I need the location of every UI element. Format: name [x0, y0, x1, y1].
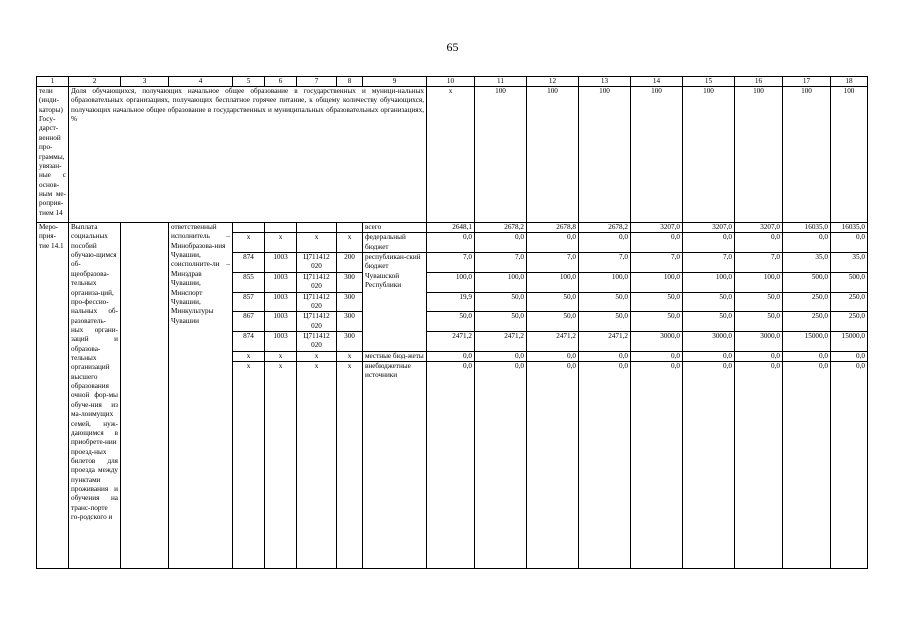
column-number: 11 [475, 77, 527, 87]
budget-code-cell: x [297, 362, 337, 569]
column-number: 4 [169, 77, 233, 87]
indicator-value: 100 [683, 87, 735, 223]
funding-value: 0,0 [735, 362, 783, 569]
column-number: 9 [363, 77, 427, 87]
budget-code-cell: 857 [233, 292, 265, 312]
funding-value: 0,0 [427, 351, 475, 361]
funding-value: 7,0 [683, 253, 735, 273]
budget-code-cell [233, 223, 265, 233]
funding-value: 100,0 [475, 272, 527, 292]
funding-value: 0,0 [427, 233, 475, 253]
funding-source: местные бюд-жеты [363, 351, 427, 361]
budget-code-cell [337, 223, 363, 233]
funding-row [37, 223, 868, 233]
funding-value: 2678,8 [527, 223, 579, 233]
budget-code-cell: 300 [337, 292, 363, 312]
funding-value: 3000,0 [683, 331, 735, 351]
budget-code-cell: 300 [337, 331, 363, 351]
column-number-row [37, 77, 868, 87]
funding-value: 100,0 [427, 272, 475, 292]
indicator-value: 100 [631, 87, 683, 223]
budget-code-cell: x [297, 233, 337, 253]
funding-value: 0,0 [475, 351, 527, 361]
funding-value: 35,0 [831, 253, 868, 273]
funding-value: 3000,0 [631, 331, 683, 351]
funding-value: 0,0 [631, 233, 683, 253]
funding-value: 100,0 [631, 272, 683, 292]
budget-code-cell: 1003 [265, 292, 297, 312]
column-number: 8 [337, 77, 363, 87]
funding-value: 2678,2 [475, 223, 527, 233]
funding-value: 0,0 [783, 233, 831, 253]
measure-name: Меро-прия-тие 14.1 [37, 223, 69, 569]
column-number: 10 [427, 77, 475, 87]
budget-code-cell: Ц711412 020 [297, 312, 337, 332]
budget-code-cell: 300 [337, 272, 363, 292]
funding-value: 0,0 [631, 362, 683, 569]
funding-value: 2648,1 [427, 223, 475, 233]
funding-value: 0,0 [527, 362, 579, 569]
column-number: 16 [735, 77, 783, 87]
column-number: 15 [683, 77, 735, 87]
column-number: 5 [233, 77, 265, 87]
funding-source: федеральный бюджет [363, 233, 427, 253]
funding-value: 0,0 [683, 351, 735, 361]
budget-code-cell: 1003 [265, 272, 297, 292]
budget-code-cell [297, 223, 337, 233]
funding-value: 3207,0 [683, 223, 735, 233]
indicator-value: 100 [527, 87, 579, 223]
funding-value: 0,0 [527, 351, 579, 361]
funding-value: 0,0 [683, 362, 735, 569]
funding-value: 0,0 [831, 362, 868, 569]
funding-value: 100,0 [735, 272, 783, 292]
empty-cell [121, 223, 169, 569]
funding-value: 250,0 [831, 312, 868, 332]
funding-value: 2471,2 [527, 331, 579, 351]
funding-source: всего [363, 223, 427, 233]
funding-value: 19,9 [427, 292, 475, 312]
funding-value: 15000,0 [783, 331, 831, 351]
budget-code-cell: x [337, 362, 363, 569]
funding-value: 0,0 [475, 362, 527, 569]
funding-value: 7,0 [735, 253, 783, 273]
indicator-row [37, 87, 868, 223]
budget-code-cell: Ц711412 020 [297, 292, 337, 312]
funding-value: 0,0 [831, 351, 868, 361]
budget-code-cell: x [337, 233, 363, 253]
budget-code-cell: x [265, 351, 297, 361]
budget-code-cell: x [265, 233, 297, 253]
budget-code-cell: Ц711412 020 [297, 253, 337, 273]
funding-value: 250,0 [831, 292, 868, 312]
funding-value: 50,0 [527, 312, 579, 332]
budget-code-cell: 1003 [265, 331, 297, 351]
indicator-label: тели (инди-каторы) Госу-дарст-венной про-граммы, увязан-ные с основ-ным ме-роприя-тием 14 [37, 87, 69, 223]
funding-value: 7,0 [527, 253, 579, 273]
funding-value: 3000,0 [735, 331, 783, 351]
budget-code-cell: x [233, 351, 265, 361]
funding-value: 50,0 [527, 292, 579, 312]
funding-value: 16035,0 [831, 223, 868, 233]
funding-value: 50,0 [735, 292, 783, 312]
indicator-text: Доля обучающихся, получающих начальное общее образование в государственных и муници-нальных образовательных организациях, получающих бесплатное горячее питание, к общему количеству обучающихся, получающих начальное общее образование в государственных и муниципальных образовательных организациях, % [69, 87, 427, 223]
measure-executor: ответственный исполнитель – Минобразова-ния Чувашии, соисполните-ли – Минздрав Чувашии, Минспорт Чувашии, Минкультуры Чувашии [169, 223, 233, 569]
column-number: 13 [579, 77, 631, 87]
indicator-value: 100 [831, 87, 868, 223]
budget-code-cell: Ц711412 020 [297, 272, 337, 292]
column-number: 3 [121, 77, 169, 87]
funding-value: 7,0 [631, 253, 683, 273]
funding-value: 7,0 [475, 253, 527, 273]
budget-code-cell: 855 [233, 272, 265, 292]
funding-value: 100,0 [527, 272, 579, 292]
funding-value: 50,0 [579, 312, 631, 332]
indicator-value: 100 [735, 87, 783, 223]
funding-source: республикан-ский бюджет Чувашской Республики [363, 253, 427, 352]
indicator-value: 100 [783, 87, 831, 223]
funding-value: 0,0 [735, 351, 783, 361]
funding-value: 50,0 [631, 312, 683, 332]
column-number: 17 [783, 77, 831, 87]
funding-value: 0,0 [783, 351, 831, 361]
measure-description: Выплата социальных пособий обучаю-щимся об-щеобразова-тельных организа-ций, про-фессио-нальных об-разователь-ных органи-заций и образова-тельных организаций высшего образования очной фор-мы обуче-ния из ма-лоимущих семей, нуж-дающимся в приобрете-нии проезд-ных билетов для проезда между пунктами проживания и обучения на транс-порте го-родского и [69, 223, 121, 569]
funding-value: 3207,0 [735, 223, 783, 233]
funding-value: 3207,0 [631, 223, 683, 233]
indicator-value: 100 [579, 87, 631, 223]
funding-value: 50,0 [427, 312, 475, 332]
column-number: 6 [265, 77, 297, 87]
budget-code-cell: 200 [337, 253, 363, 273]
funding-value: 50,0 [683, 312, 735, 332]
column-number: 1 [37, 77, 69, 87]
funding-value: 50,0 [475, 312, 527, 332]
indicator-value: x [427, 87, 475, 223]
funding-value: 50,0 [631, 292, 683, 312]
funding-value: 250,0 [783, 312, 831, 332]
funding-value: 0,0 [831, 233, 868, 253]
funding-value: 7,0 [579, 253, 631, 273]
budget-code-cell: 874 [233, 253, 265, 273]
funding-value: 16035,0 [783, 223, 831, 233]
funding-value: 2471,2 [475, 331, 527, 351]
funding-value: 2678,2 [579, 223, 631, 233]
funding-value: 7,0 [427, 253, 475, 273]
budget-code-cell: 300 [337, 312, 363, 332]
funding-value: 2471,2 [427, 331, 475, 351]
funding-value: 250,0 [783, 292, 831, 312]
funding-value: 50,0 [683, 292, 735, 312]
column-number: 12 [527, 77, 579, 87]
funding-source: внебюджетные источники [363, 362, 427, 569]
budget-code-cell [265, 223, 297, 233]
funding-value: 0,0 [475, 233, 527, 253]
funding-value: 0,0 [631, 351, 683, 361]
funding-value: 50,0 [579, 292, 631, 312]
page-number: 65 [446, 40, 459, 54]
budget-code-cell: x [233, 233, 265, 253]
budget-code-cell: Ц711412 020 [297, 331, 337, 351]
budget-code-cell: x [265, 362, 297, 569]
column-number: 7 [297, 77, 337, 87]
budget-code-cell: x [297, 351, 337, 361]
funding-value: 0,0 [683, 233, 735, 253]
funding-value: 0,0 [427, 362, 475, 569]
budget-code-cell: 867 [233, 312, 265, 332]
funding-value: 35,0 [783, 253, 831, 273]
funding-value: 500,0 [831, 272, 868, 292]
funding-value: 0,0 [579, 362, 631, 569]
budget-code-cell: 1003 [265, 253, 297, 273]
funding-value: 2471,2 [579, 331, 631, 351]
funding-value: 500,0 [783, 272, 831, 292]
funding-value: 0,0 [579, 351, 631, 361]
funding-value: 50,0 [475, 292, 527, 312]
indicator-value: 100 [475, 87, 527, 223]
funding-value: 0,0 [735, 233, 783, 253]
budget-code-cell: x [233, 362, 265, 569]
budget-code-cell: 874 [233, 331, 265, 351]
column-number: 2 [69, 77, 121, 87]
funding-value: 0,0 [579, 233, 631, 253]
funding-value: 100,0 [683, 272, 735, 292]
column-number: 18 [831, 77, 868, 87]
funding-value: 0,0 [783, 362, 831, 569]
funding-value: 100,0 [579, 272, 631, 292]
budget-table [36, 76, 868, 569]
funding-value: 15000,0 [831, 331, 868, 351]
budget-code-cell: x [337, 351, 363, 361]
funding-value: 0,0 [527, 233, 579, 253]
column-number: 14 [631, 77, 683, 87]
funding-value: 50,0 [735, 312, 783, 332]
budget-code-cell: 1003 [265, 312, 297, 332]
